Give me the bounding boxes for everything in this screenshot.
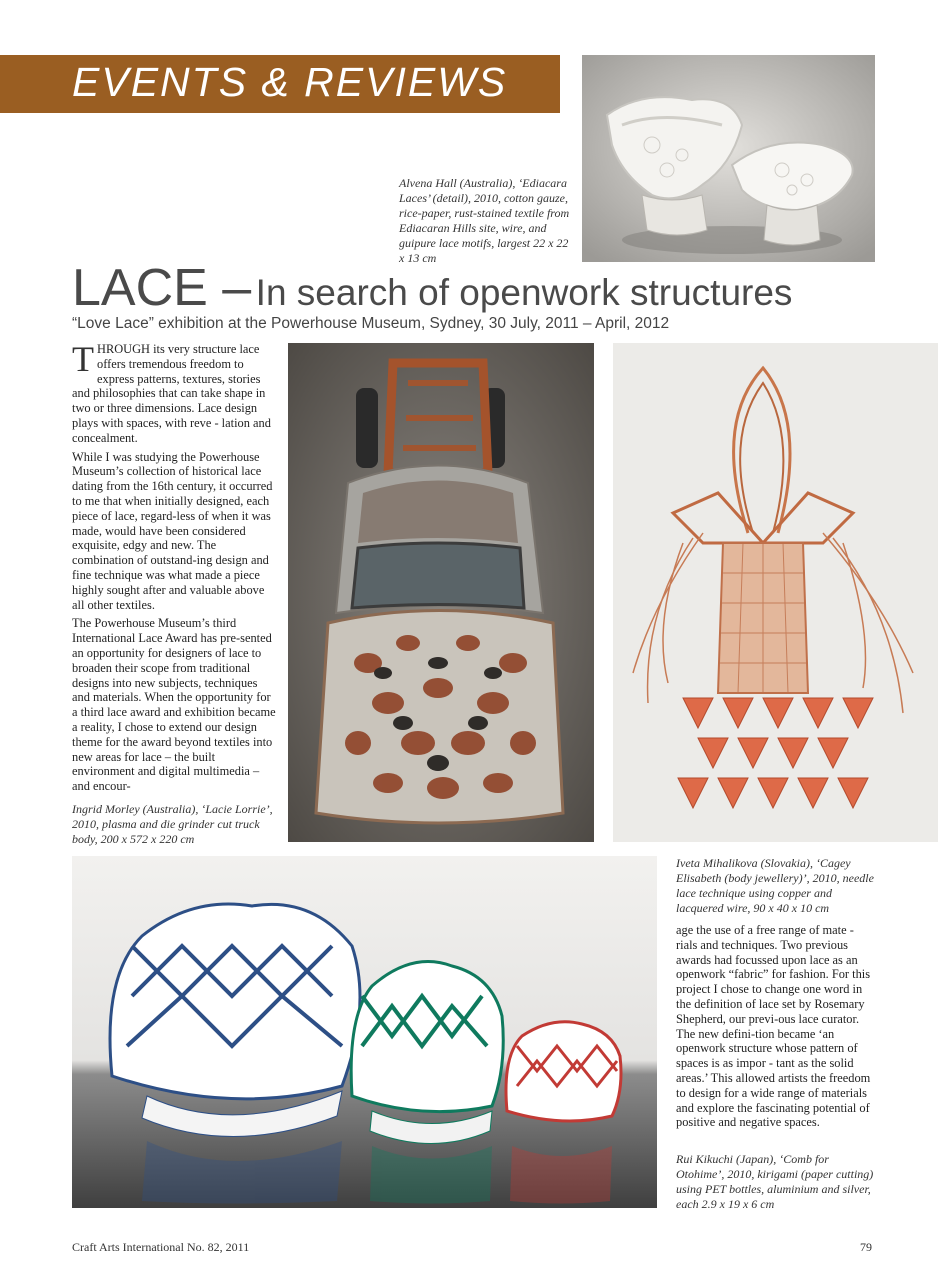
drop-cap: T	[72, 339, 94, 379]
footer-publication: Craft Arts International No. 82, 2011	[72, 1240, 250, 1254]
article-title	[72, 258, 872, 318]
paragraph-3: The Powerhouse Museum’s third International Lace Award has pre-sented an opportunity for designers of lace to broaden their scope from traditional designs into new subjects, techniques and materials. When the opportunity for a third lace award and exhibition became a reality, I chose to extend our design theme for the award beyond textiles into new areas for lace – the built environment and digital multimedia – and encour-	[72, 616, 276, 794]
caption-hall: Alvena Hall (Australia), ‘Ediacara Laces’ (detail), 2010, cotton gauze, rice-paper, rust-stained textile from Ediacaran Hills site, wire, and guipure lace motifs, largest 22 x 22 x 13 cm	[399, 176, 570, 265]
body-column-left	[72, 339, 276, 798]
photo-lacie-lorrie-truck	[288, 343, 594, 842]
body-column-right	[676, 923, 878, 1134]
paragraph-1	[72, 339, 276, 446]
title-sub: In search of openwork structures	[255, 272, 793, 313]
photo-ediacara-laces	[582, 55, 875, 262]
caption-kikuchi: Rui Kikuchi (Japan), ‘Comb for Otohime’, 2010, kirigami (paper cutting) using PET bottles, aluminium and silver, each 2.9 x 19 x 6 cm	[676, 1152, 874, 1211]
section-banner	[0, 55, 560, 113]
section-banner-text: EVENTS & REVIEWS	[72, 59, 508, 105]
title-main: LACE –	[72, 259, 252, 317]
photo-comb-for-otohime	[72, 856, 657, 1208]
paragraph-4: age the use of a free range of mate - rials and techniques. Two previous awards had focussed upon lace as an openwork “fabric” for fashion. For this project I chose to change one word in the definition of lace set by Rosemary Shepherd, our previ-ous lace curator. The new defini-tion became ‘an openwork structure whose pattern of spaces is as impor - tant as the solid areas.’ This allowed artists the freedom to design for a wide range of materials and explore the fascinating potential of positive and negative spaces.	[676, 923, 871, 1130]
caption-morley: Ingrid Morley (Australia), ‘Lacie Lorrie’, 2010, plasma and die grinder cut truck body, 200 x 572 x 220 cm	[72, 802, 273, 846]
photo-cagey-elisabeth	[613, 343, 938, 842]
article-subtitle: “Love Lace” exhibition at the Powerhouse Museum, Sydney, 30 July, 2011 – April, 2012	[72, 315, 670, 332]
paragraph-1-text: HROUGH its very structure lace offers tremendous freedom to express patterns, textures, stories and philosophies that can take shape in two or three dimensions. Lace design plays with spaces, with reve - lation and concealment.	[72, 342, 271, 445]
footer-page-number: 79	[860, 1240, 872, 1254]
caption-mihalikova: Iveta Mihalikova (Slovakia), ‘Cagey Elisabeth (body jewellery)’, 2010, needle lace technique using copper and lacquered wire, 90 x 40 x 10 cm	[676, 856, 874, 915]
paragraph-2: While I was studying the Powerhouse Museum’s collection of historical lace dating from the 16th century, it occurred to me that when initially designed, each piece of lace, regard-less of when it was made, would have been considered exquisite, edgy and new. The combination of outstand-ing design and fine technique was what made a piece highly sought after and valuable above all other textiles.	[72, 449, 273, 612]
